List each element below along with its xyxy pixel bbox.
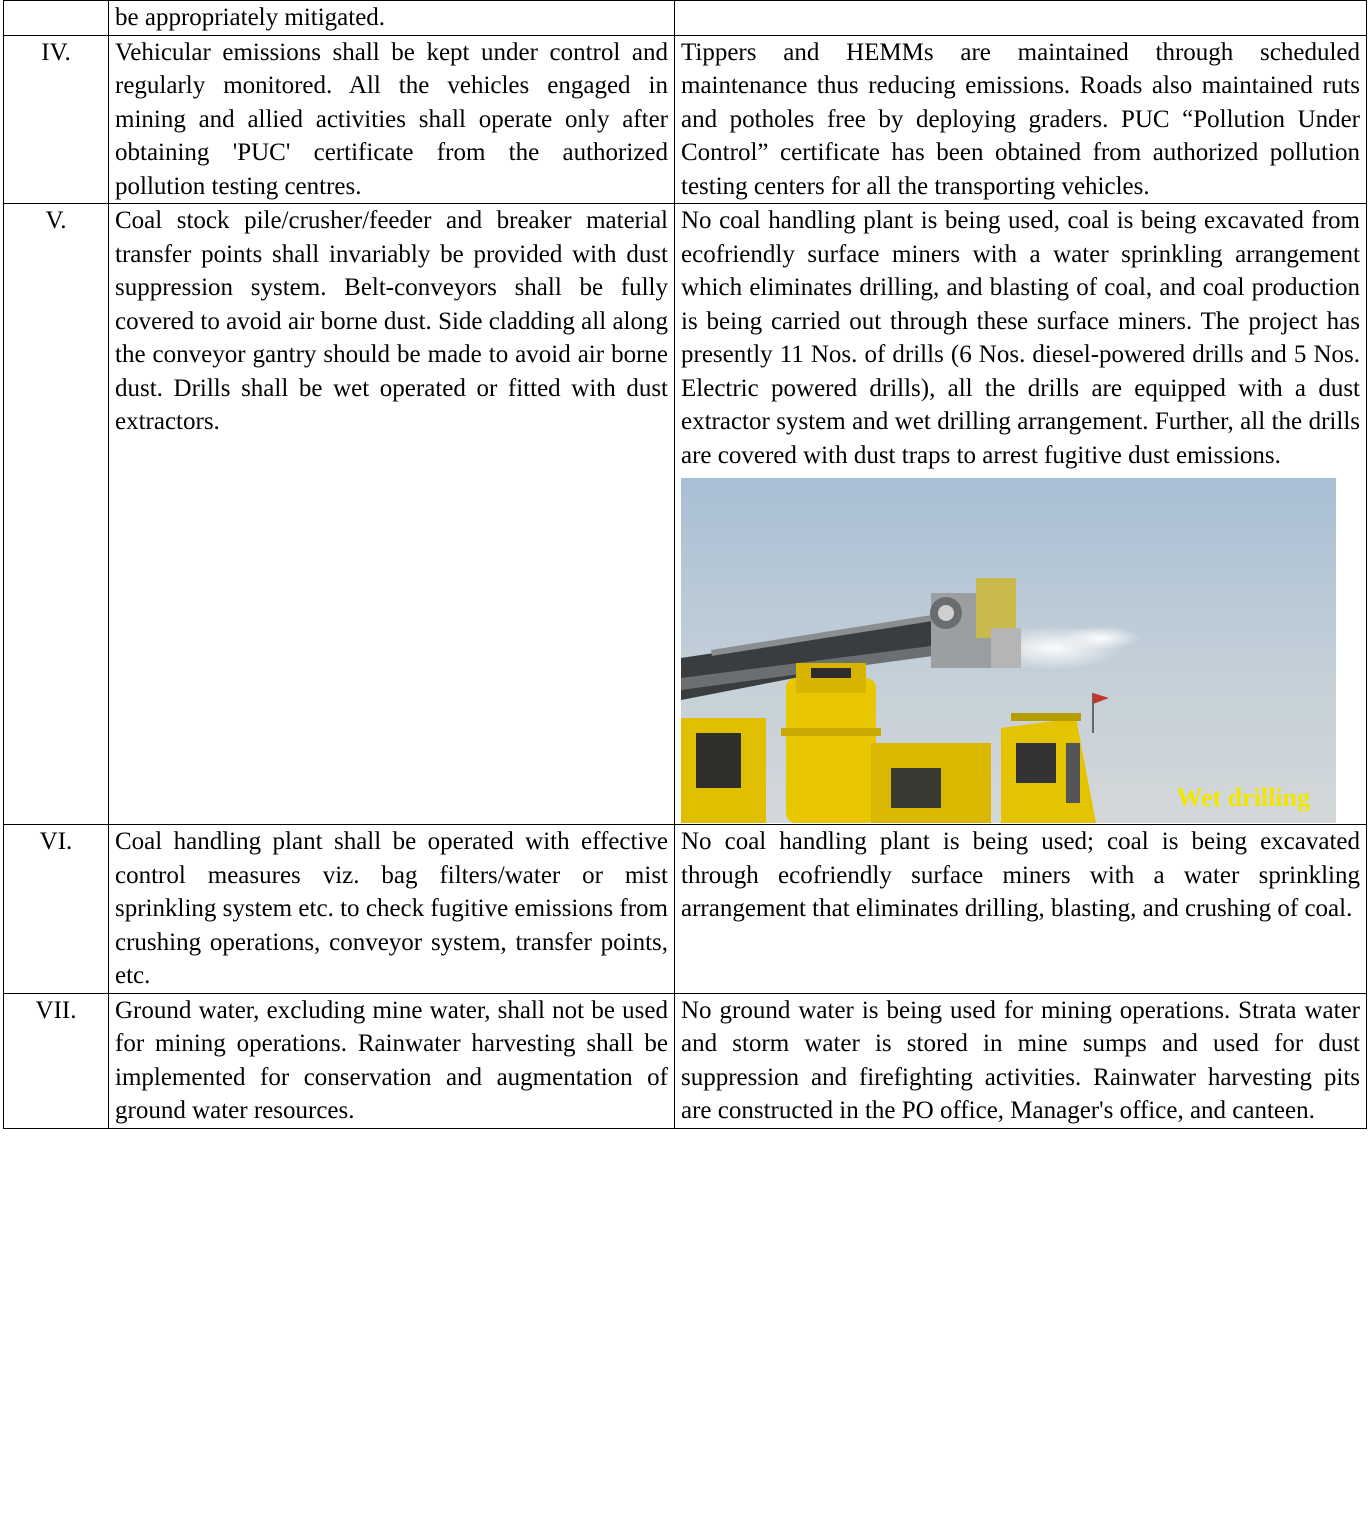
table-row <box>4 1 1367 36</box>
drill-rig-illustration <box>681 478 1336 823</box>
condition-text: Coal handling plant shall be operated with effective control measures viz. bag filters/water or mist sprinkling system etc. to check fugitive emissions from crushing operations, conveyor system, transfer points, etc. <box>109 825 675 994</box>
compliance-status-cell <box>675 204 1367 825</box>
condition-text: Coal stock pile/crusher/feeder and breaker material transfer points shall invariably be provided with dust suppression system. Belt-conveyors shall be fully covered to avoid air borne dust. Side cladding all along the conveyor gantry should be made to avoid air borne dust. Drills shall be wet operated or fitted with dust extractors. <box>109 204 675 825</box>
row-number <box>4 1 109 36</box>
row-number: VI. <box>4 825 109 994</box>
condition-text: be appropriately mitigated. <box>109 1 675 36</box>
table-row <box>4 204 1367 825</box>
table-row <box>4 35 1367 204</box>
table-row <box>4 825 1367 994</box>
row-number: IV. <box>4 35 109 204</box>
compliance-status-text: No ground water is being used for mining operations. Strata water and storm water is stored in mine sumps and used for dust suppression and firefighting activities. Rainwater harvesting pits are constructed in the PO office, Manager's office, and canteen. <box>675 993 1367 1128</box>
compliance-document-page <box>3 0 1366 1129</box>
condition-text: Ground water, excluding mine water, shall not be used for mining operations. Rainwater harvesting shall be implemented for conservation and augmentation of ground water resources. <box>109 993 675 1128</box>
compliance-table <box>3 0 1367 1129</box>
photo-caption: Wet drilling <box>1176 783 1310 812</box>
compliance-status-text <box>675 1 1367 36</box>
compliance-status-text: Tippers and HEMMs are maintained through scheduled maintenance thus reducing emissions. Roads also maintained ruts and potholes free by deploying graders. PUC “Pollution Under Control” certificate has been obtained from authorized pollution testing centers for all the transporting vehicles. <box>675 35 1367 204</box>
compliance-status-text: No coal handling plant is being used, coal is being excavated from ecofriendly surface miners with a water sprinkling arrangement which eliminates drilling, and blasting of coal, and coal production is being carried out through these surface miners. The project has presently 11 Nos. of drills (6 Nos. diesel-powered drills and 5 Nos. Electric powered drills), all the drills are equipped with a dust extractor system and wet drilling arrangement. Further, all the drills are covered with dust traps to arrest fugitive dust emissions. <box>681 207 1360 469</box>
compliance-status-text: No coal handling plant is being used; coal is being excavated through ecofriendly surface miners with a water sprinkling arrangement that eliminates drilling, blasting, and crushing of coal. <box>675 825 1367 994</box>
row-number: V. <box>4 204 109 825</box>
table-row <box>4 993 1367 1128</box>
condition-text: Vehicular emissions shall be kept under control and regularly monitored. All the vehicles engaged in mining and allied activities shall operate only after obtaining 'PUC' certificate from the authorized pollution testing centres. <box>109 35 675 204</box>
wet-drilling-photo <box>681 478 1336 823</box>
row-number: VII. <box>4 993 109 1128</box>
